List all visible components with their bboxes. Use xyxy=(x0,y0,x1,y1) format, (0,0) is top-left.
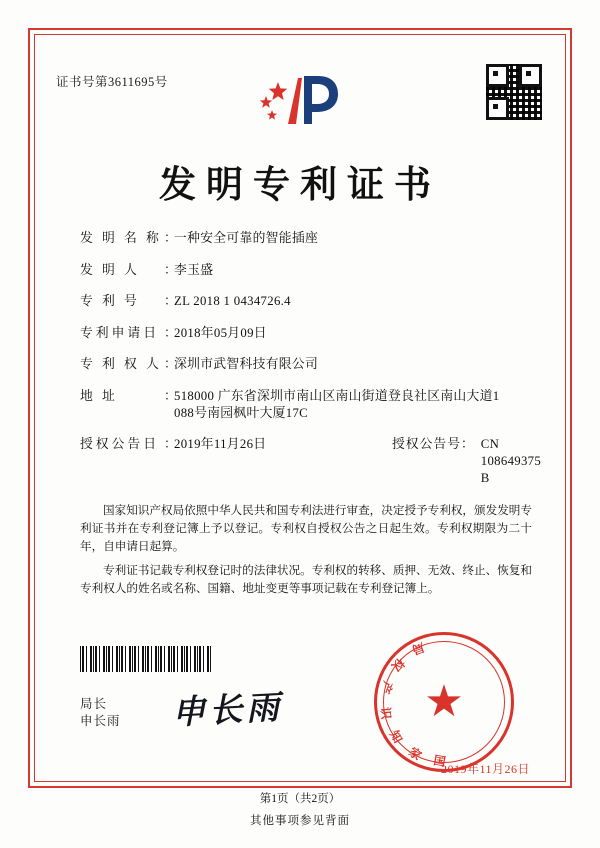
qr-corner-top-left xyxy=(486,64,509,87)
qr-corner-bottom-left xyxy=(486,97,509,120)
footer-note: 其他事项参见背面 xyxy=(250,815,350,827)
field-application-date xyxy=(80,325,530,342)
field-colon: ： xyxy=(164,262,177,277)
signature-block xyxy=(80,696,121,730)
field-value-wrapper xyxy=(174,436,541,487)
seal-text: 国 家 知 识 产 权 局 xyxy=(377,639,447,770)
signature-role: 局长 xyxy=(80,697,108,711)
field-value-line1: 518000 广东省深圳市南山区南山街道登良社区南山大道1 xyxy=(174,388,500,403)
certificate-number: 证书号第3611695号 xyxy=(56,75,168,89)
qr-corner-top-right xyxy=(519,64,542,87)
signature-name: 申长雨 xyxy=(80,714,121,728)
field-label: 地 址 xyxy=(80,388,118,403)
legal-paragraphs xyxy=(80,502,532,604)
field-value: 一种安全可靠的智能插座 xyxy=(174,231,319,245)
field-label: 发 明 人 xyxy=(80,262,140,277)
field-invention-name xyxy=(80,230,530,247)
field-value: 李玉盛 xyxy=(174,262,214,277)
field-label: 专利申请日 xyxy=(80,325,159,340)
field-patent-number xyxy=(80,293,530,310)
seal-date: 2019年11月26日 xyxy=(440,762,530,776)
field-address xyxy=(80,388,530,422)
grant-date-value: 2019年11月26日 xyxy=(174,437,267,451)
field-value: 深圳市武智科技有限公司 xyxy=(174,357,319,371)
certificate-content xyxy=(34,34,566,805)
official-seal xyxy=(374,632,514,772)
field-value: ZL 2018 1 0434726.4 xyxy=(174,294,291,308)
paragraph-1: 国家知识产权局依照中华人民共和国专利法进行审查，决定授予专利权，颁发发明专利证书并在专利登记簿上予以登记。专利权自授权公告之日起生效。专利权期限为二十年，自申请日起算。 xyxy=(80,504,532,553)
field-label: 专 利 权 人 xyxy=(80,357,162,371)
field-inventor xyxy=(80,262,530,279)
field-label: 发 明 名 称 xyxy=(80,231,162,245)
qr-code xyxy=(486,64,542,120)
field-colon: ： xyxy=(164,437,177,451)
grant-number-value: CN 108649375 B xyxy=(480,437,542,485)
handwritten-signature: 申长雨 xyxy=(171,687,285,732)
seal-star-icon: ★ xyxy=(424,677,464,726)
field-colon: ： xyxy=(164,357,177,371)
field-colon: ： xyxy=(164,231,177,245)
field-colon: ： xyxy=(164,294,177,308)
field-colon: ： xyxy=(164,325,177,340)
field-value-line2: 088号南园枫叶大厦17C xyxy=(174,405,309,420)
patent-office-logo-icon xyxy=(252,72,348,128)
grant-number-label: 授权公告号： xyxy=(392,437,475,451)
page-number: 第1页（共2页） xyxy=(259,793,341,805)
field-value-wrapper xyxy=(174,388,530,422)
field-label: 专 利 号 xyxy=(80,294,140,308)
field-colon: ： xyxy=(164,388,177,403)
field-label: 授权公告日 xyxy=(80,437,159,451)
field-grant-announcement xyxy=(80,436,542,487)
field-patentee xyxy=(80,356,530,373)
paragraph-2: 专利证书记载专利权登记时的法律状况。专利权的转移、质押、无效、终止、恢复和专利权人的姓名或名称、国籍、地址变更等事项记载在专利登记簿上。 xyxy=(80,564,532,595)
barcode xyxy=(80,646,212,672)
fields-list xyxy=(80,230,542,502)
field-value: 2018年05月09日 xyxy=(174,325,267,340)
page-title: 发明专利证书 xyxy=(159,162,441,206)
